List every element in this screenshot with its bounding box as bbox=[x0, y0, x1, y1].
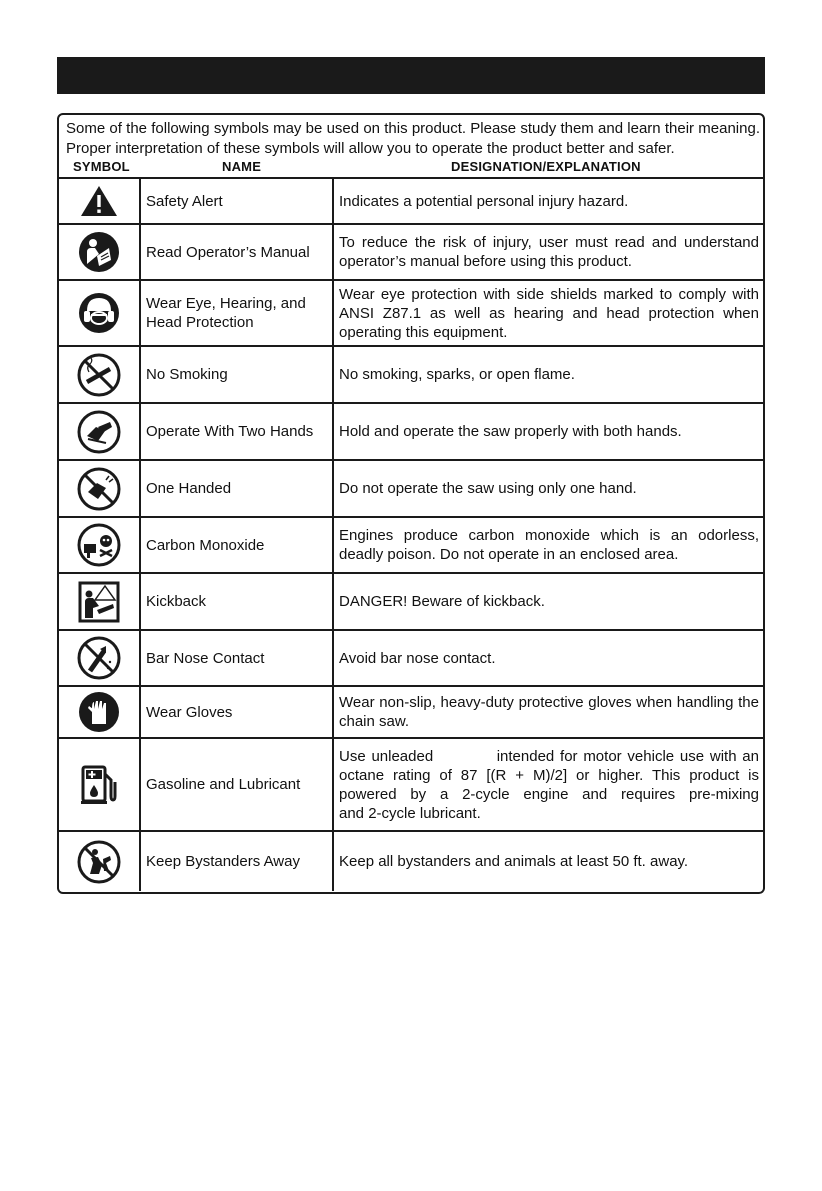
row-name: Bar Nose Contact bbox=[140, 630, 333, 686]
table-row bbox=[59, 686, 763, 738]
no-smoking-icon bbox=[76, 352, 122, 398]
row-explanation: Hold and operate the saw properly with both hands. bbox=[333, 403, 763, 460]
row-name: Kickback bbox=[140, 573, 333, 630]
row-name: Wear Eye, Hearing, and Head Protection bbox=[140, 280, 333, 346]
row-name: Operate With Two Hands bbox=[140, 403, 333, 460]
row-explanation: Wear eye protection with side shields marked to comply with ANSI Z87.1 as well as hearing and head protection when operating this equipment. bbox=[333, 280, 763, 346]
row-explanation: Use unleaded intended for motor vehicle use with an octane rating of 87 [(R + M)/2] or higher. This product is powered by a 2-cycle engine and requires pre-mixing and 2-cycle lubricant. bbox=[333, 738, 763, 831]
read-manual-icon bbox=[77, 230, 121, 274]
row-explanation: Do not operate the saw using only one hand. bbox=[333, 460, 763, 517]
header-explanation: DESIGNATION/EXPLANATION bbox=[451, 159, 641, 174]
table-row bbox=[59, 460, 763, 517]
eye-hearing-head-protection-icon bbox=[77, 291, 121, 335]
table-row bbox=[59, 630, 763, 686]
keep-bystanders-away-icon bbox=[76, 839, 122, 885]
header-name: NAME bbox=[222, 159, 262, 174]
section-header-bar bbox=[57, 57, 765, 94]
row-explanation: Indicates a potential personal injury hazard. bbox=[333, 178, 763, 224]
row-explanation: No smoking, sparks, or open flame. bbox=[333, 346, 763, 403]
table-row bbox=[59, 403, 763, 460]
kickback-icon bbox=[77, 580, 121, 624]
table-row bbox=[59, 831, 763, 891]
row-explanation: Wear non-slip, heavy-duty protective gloves when handling the chain saw. bbox=[333, 686, 763, 738]
row-name: Gasoline and Lubricant bbox=[140, 738, 333, 831]
row-explanation: To reduce the risk of injury, user must read and understand operator’s manual before using this product. bbox=[333, 224, 763, 280]
table-row bbox=[59, 280, 763, 346]
wear-gloves-icon bbox=[77, 690, 121, 734]
row-explanation: Engines produce carbon monoxide which is an odorless, deadly poison. Do not operate in an enclosed area. bbox=[333, 517, 763, 573]
row-explanation: Keep all bystanders and animals at least 50 ft. away. bbox=[333, 831, 763, 891]
row-name: Carbon Monoxide bbox=[140, 517, 333, 573]
row-name: Safety Alert bbox=[140, 178, 333, 224]
safety-alert-icon bbox=[79, 184, 119, 218]
row-name: Keep Bystanders Away bbox=[140, 831, 333, 891]
carbon-monoxide-icon bbox=[76, 522, 122, 568]
one-handed-prohibited-icon bbox=[76, 466, 122, 512]
row-name: Wear Gloves bbox=[140, 686, 333, 738]
fuel-pump-icon bbox=[79, 764, 119, 806]
intro-text: Some of the following symbols may be used on this product. Please study them and learn their meaning. Proper interpretation of these symbols will allow you to operate the product better and safer. bbox=[66, 120, 760, 157]
table-row bbox=[59, 224, 763, 280]
symbols-table bbox=[59, 177, 805, 891]
table-row bbox=[59, 573, 763, 630]
table-row bbox=[59, 178, 763, 224]
two-hands-icon bbox=[76, 409, 122, 455]
bar-nose-contact-icon bbox=[76, 635, 122, 681]
row-name: One Handed bbox=[140, 460, 333, 517]
symbols-box bbox=[57, 113, 805, 894]
header-symbol: SYMBOL bbox=[73, 159, 130, 174]
table-row bbox=[59, 346, 763, 403]
row-explanation: Avoid bar nose contact. bbox=[333, 630, 763, 686]
table-row bbox=[59, 517, 763, 573]
row-explanation: DANGER! Beware of kickback. bbox=[333, 573, 763, 630]
row-name: Read Operator’s Manual bbox=[140, 224, 333, 280]
row-name: No Smoking bbox=[140, 346, 333, 403]
table-row bbox=[59, 738, 763, 831]
